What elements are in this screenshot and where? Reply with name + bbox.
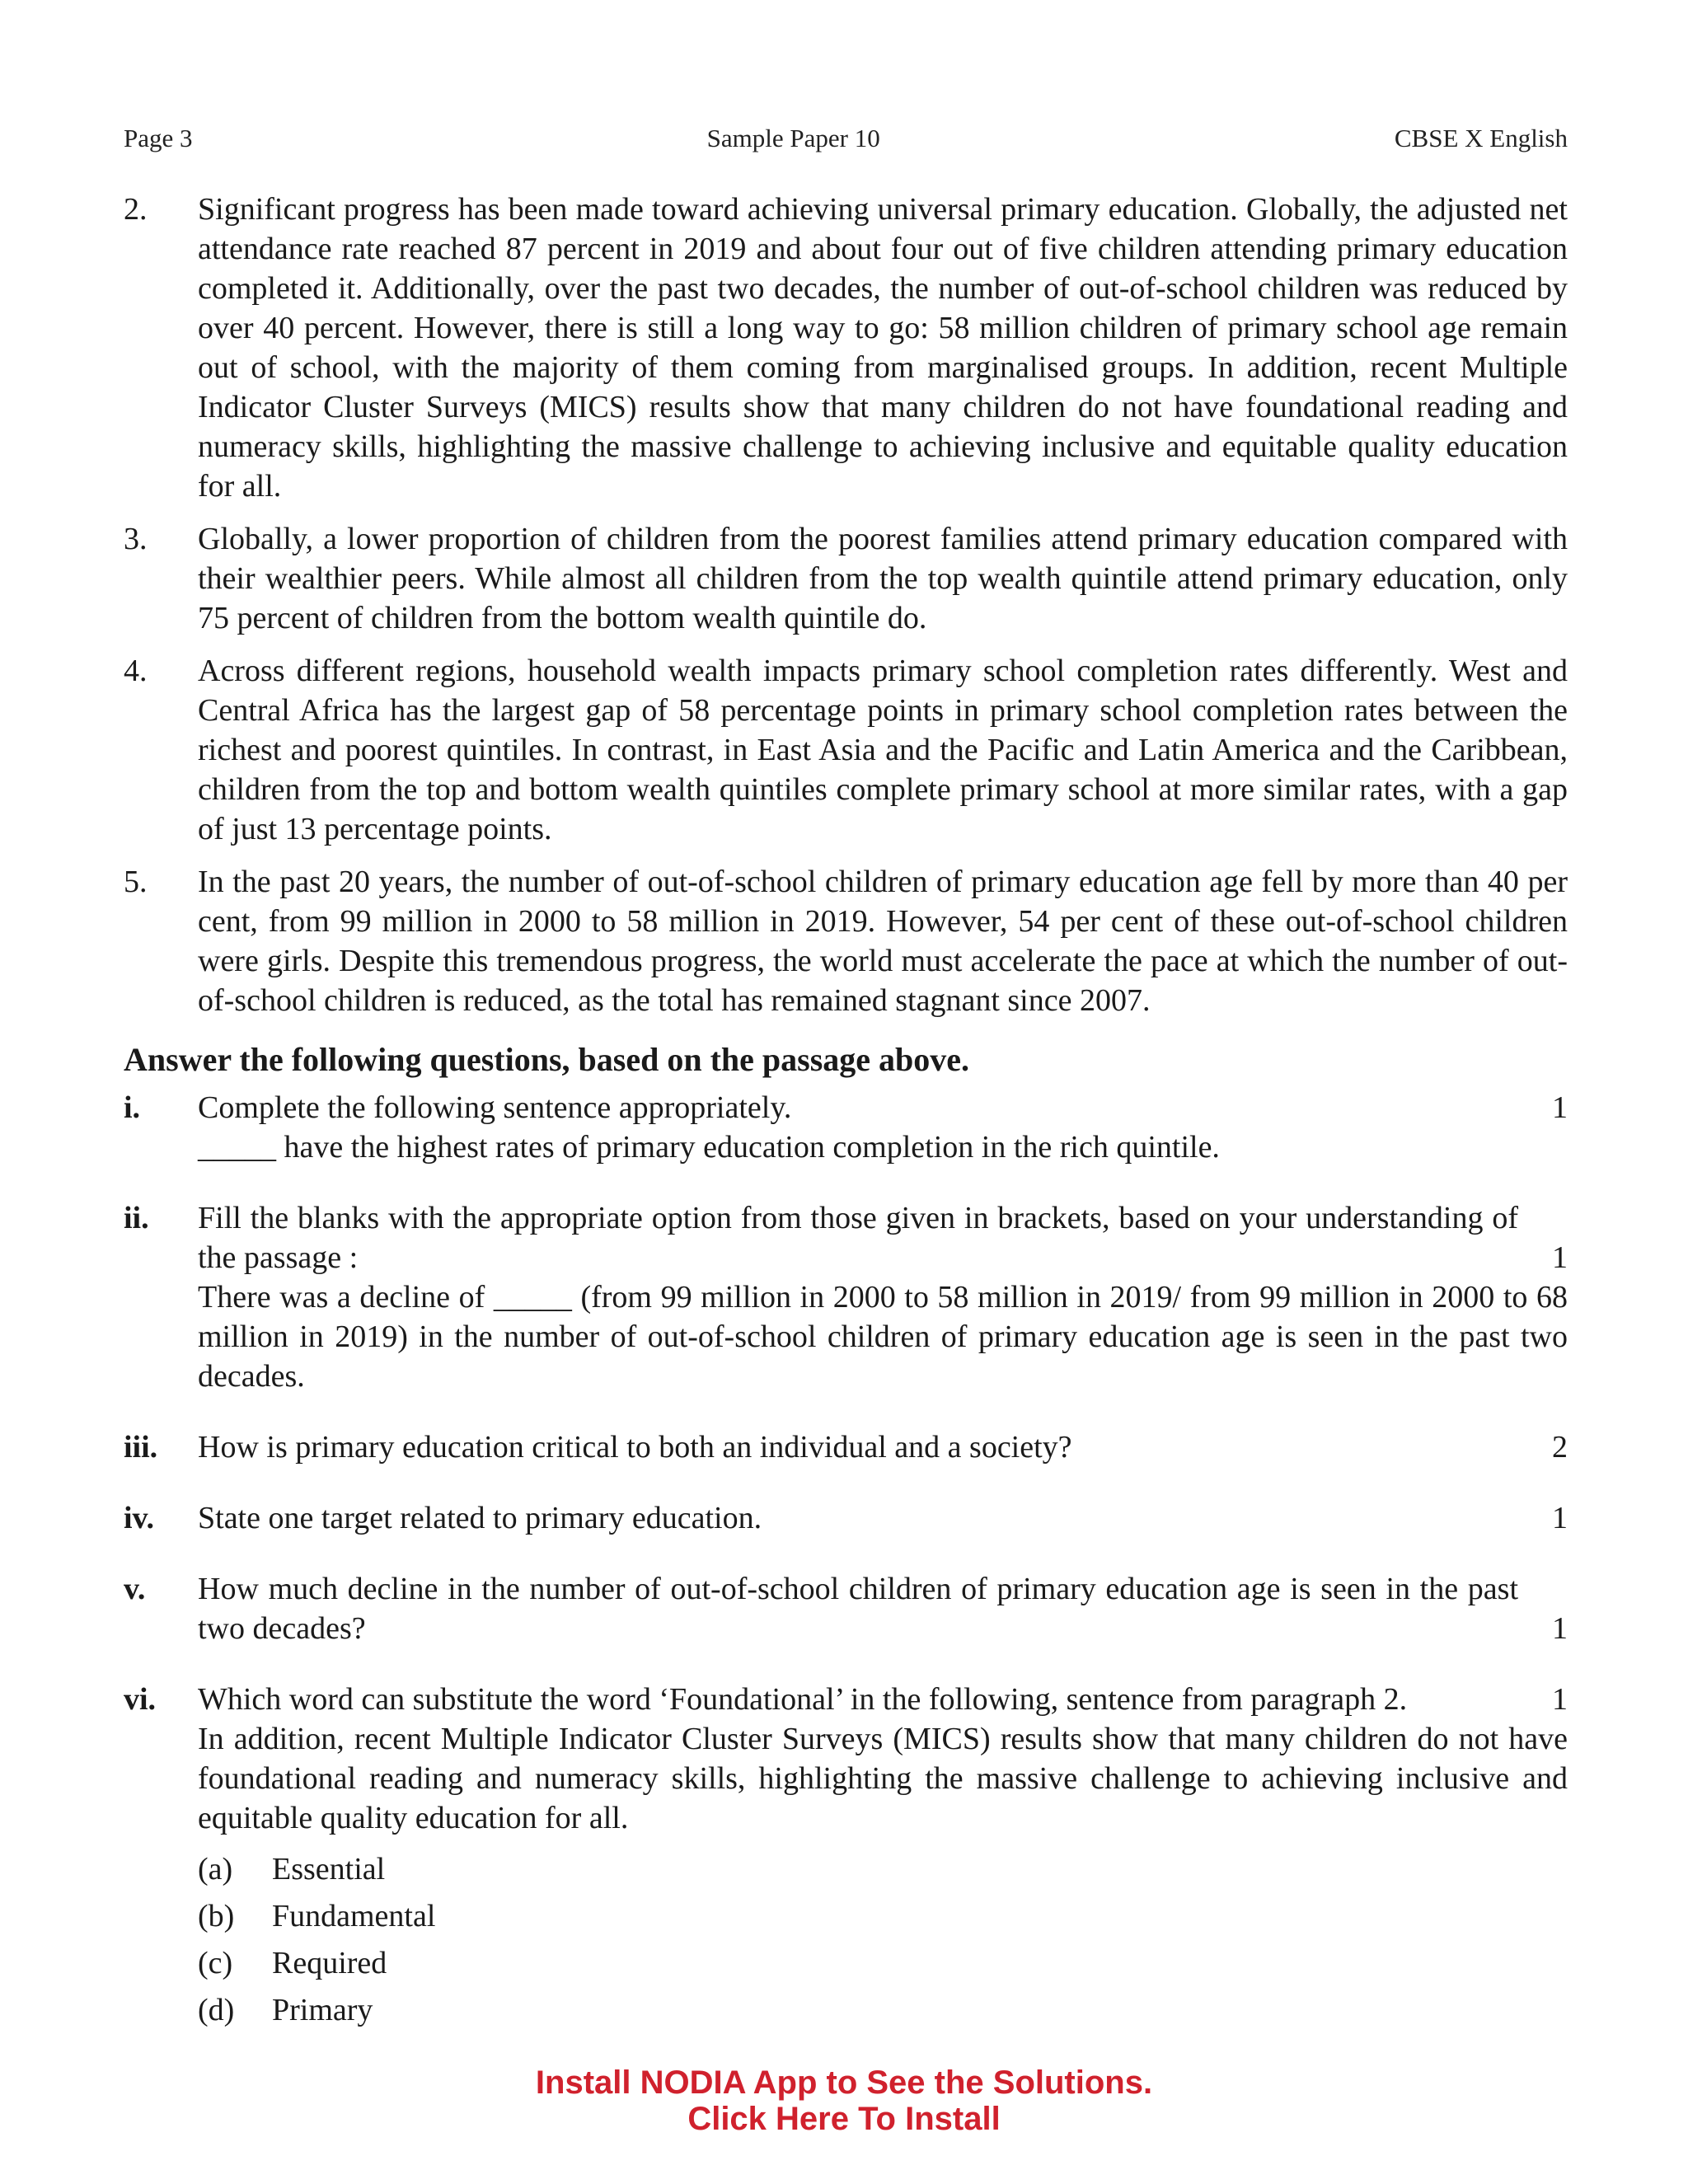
- answer-options: [198, 1846, 1568, 2034]
- question-marks: 1: [1552, 1682, 1568, 1717]
- paragraph-2: [124, 190, 1568, 506]
- question-sentence: In addition, recent Multiple Indicator Cluster Surveys (MICS) results show that many children do not have foundational reading and numeracy skills, highlighting the massive challenge to achieving inclusive and equitable quality education for all.: [198, 1722, 1568, 1835]
- question-number: v.: [124, 1572, 146, 1606]
- question-sentence: _____ have the highest rates of primary education completion in the rich quintile.: [198, 1130, 1220, 1165]
- page-header: [124, 124, 1568, 153]
- option-label: (b): [198, 1899, 235, 1933]
- question-v: [124, 1569, 1568, 1648]
- paragraph-text: Significant progress has been made toward achieving universal primary education. Globally, the adjusted net attendance rate reached 87 percent in 2019 and about four out of five children attending primary education completed it. Additionally, over the past two decades, the number of out-of-school children was reduced by over 40 percent. However, there is still a long way to go: 58 million children of primary school age remain out of school, with the majority of them coming from marginalised groups. In addition, recent Multiple Indicator Cluster Surveys (MICS) results show that many children do not have foundational reading and numeracy skills, highlighting the massive challenge to achieving inclusive and equitable quality education for all.: [198, 192, 1568, 504]
- question-marks: 2: [1552, 1430, 1568, 1465]
- header-paper-title: Sample Paper 10: [706, 124, 880, 152]
- header-page-number: Page 3: [124, 124, 193, 152]
- question-iv: [124, 1498, 1568, 1538]
- paragraph-4: [124, 651, 1568, 849]
- option-text: Primary: [272, 1993, 373, 2027]
- question-number: iv.: [124, 1501, 154, 1535]
- question-iii: [124, 1427, 1568, 1467]
- paragraph-text: Globally, a lower proportion of children from the poorest families attend primary education compared with their wealthier peers. While almost all children from the top wealth quintile attend primary education, only 75 percent of children from the bottom wealth quintile do.: [198, 522, 1568, 635]
- question-text: State one target related to primary education.: [198, 1501, 762, 1535]
- click-to-install-link[interactable]: Click Here To Install: [687, 2101, 1001, 2137]
- paragraph-text: Across different regions, household wealth impacts primary school completion rates differently. West and Central Africa has the largest gap of 58 percentage points in primary school completion rates between the richest and poorest quintiles. In contrast, in East Asia and the Pacific and Latin America and the Caribbean, children from the top and bottom wealth quintiles complete primary school at more similar rates, with a gap of just 13 percentage points.: [198, 654, 1568, 846]
- header-subject: CBSE X English: [1394, 124, 1568, 152]
- option-c: [198, 1940, 1568, 1987]
- question-ii: [124, 1198, 1568, 1396]
- option-label: (d): [198, 1993, 235, 2027]
- question-number: i.: [124, 1090, 141, 1125]
- paragraph-number: 2.: [124, 192, 148, 227]
- install-app-banner[interactable]: [0, 2064, 1688, 2137]
- paragraph-3: [124, 519, 1568, 638]
- question-text: How is primary education critical to both an individual and a society?: [198, 1430, 1072, 1465]
- question-marks: 1: [1552, 1611, 1568, 1646]
- question-vi: [124, 1680, 1568, 2034]
- option-a: [198, 1846, 1568, 1893]
- option-label: (c): [198, 1946, 233, 1980]
- install-app-text[interactable]: Install NODIA App to See the Solutions.: [535, 2064, 1153, 2101]
- question-marks: 1: [1552, 1240, 1568, 1275]
- option-text: Required: [272, 1946, 387, 1980]
- question-text: Complete the following sentence appropriately.: [198, 1090, 792, 1125]
- paragraph-number: 3.: [124, 522, 148, 556]
- question-text: Which word can substitute the word ‘Foundational’ in the following, sentence from paragraph 2.: [198, 1682, 1408, 1717]
- option-d: [198, 1987, 1568, 2034]
- question-number: vi.: [124, 1682, 157, 1717]
- question-i: [124, 1088, 1568, 1167]
- option-b: [198, 1893, 1568, 1940]
- questions-instruction: Answer the following questions, based on the passage above.: [124, 1041, 970, 1078]
- question-text: How much decline in the number of out-of-school children of primary education age is seen in the past two decades?: [198, 1572, 1518, 1646]
- question-number: iii.: [124, 1430, 158, 1465]
- paragraph-text: In the past 20 years, the number of out-of-school children of primary education age fell by more than 40 per cent, from 99 million in 2000 to 58 million in 2019. However, 54 per cent of these out-of-school children were girls. Despite this tremendous progress, the world must accelerate the pace at which the number of out-of-school children is reduced, as the total has remained stagnant since 2007.: [198, 865, 1568, 1018]
- option-text: Fundamental: [272, 1899, 436, 1933]
- question-sentence: There was a decline of _____ (from 99 million in 2000 to 58 million in 2019/ from 99 million in 2000 to 68 million in 2019) in the number of out-of-school children of primary education age is seen in the past two decades.: [198, 1280, 1568, 1394]
- question-text: Fill the blanks with the appropriate option from those given in brackets, based on your understanding of the passage :: [198, 1201, 1518, 1275]
- question-number: ii.: [124, 1201, 149, 1235]
- option-label: (a): [198, 1852, 233, 1886]
- question-marks: 1: [1552, 1090, 1568, 1125]
- paragraph-number: 4.: [124, 654, 148, 688]
- paragraph-5: [124, 862, 1568, 1020]
- option-text: Essential: [272, 1852, 386, 1886]
- question-marks: 1: [1552, 1501, 1568, 1535]
- passage: [124, 190, 1568, 2065]
- paragraph-number: 5.: [124, 865, 148, 899]
